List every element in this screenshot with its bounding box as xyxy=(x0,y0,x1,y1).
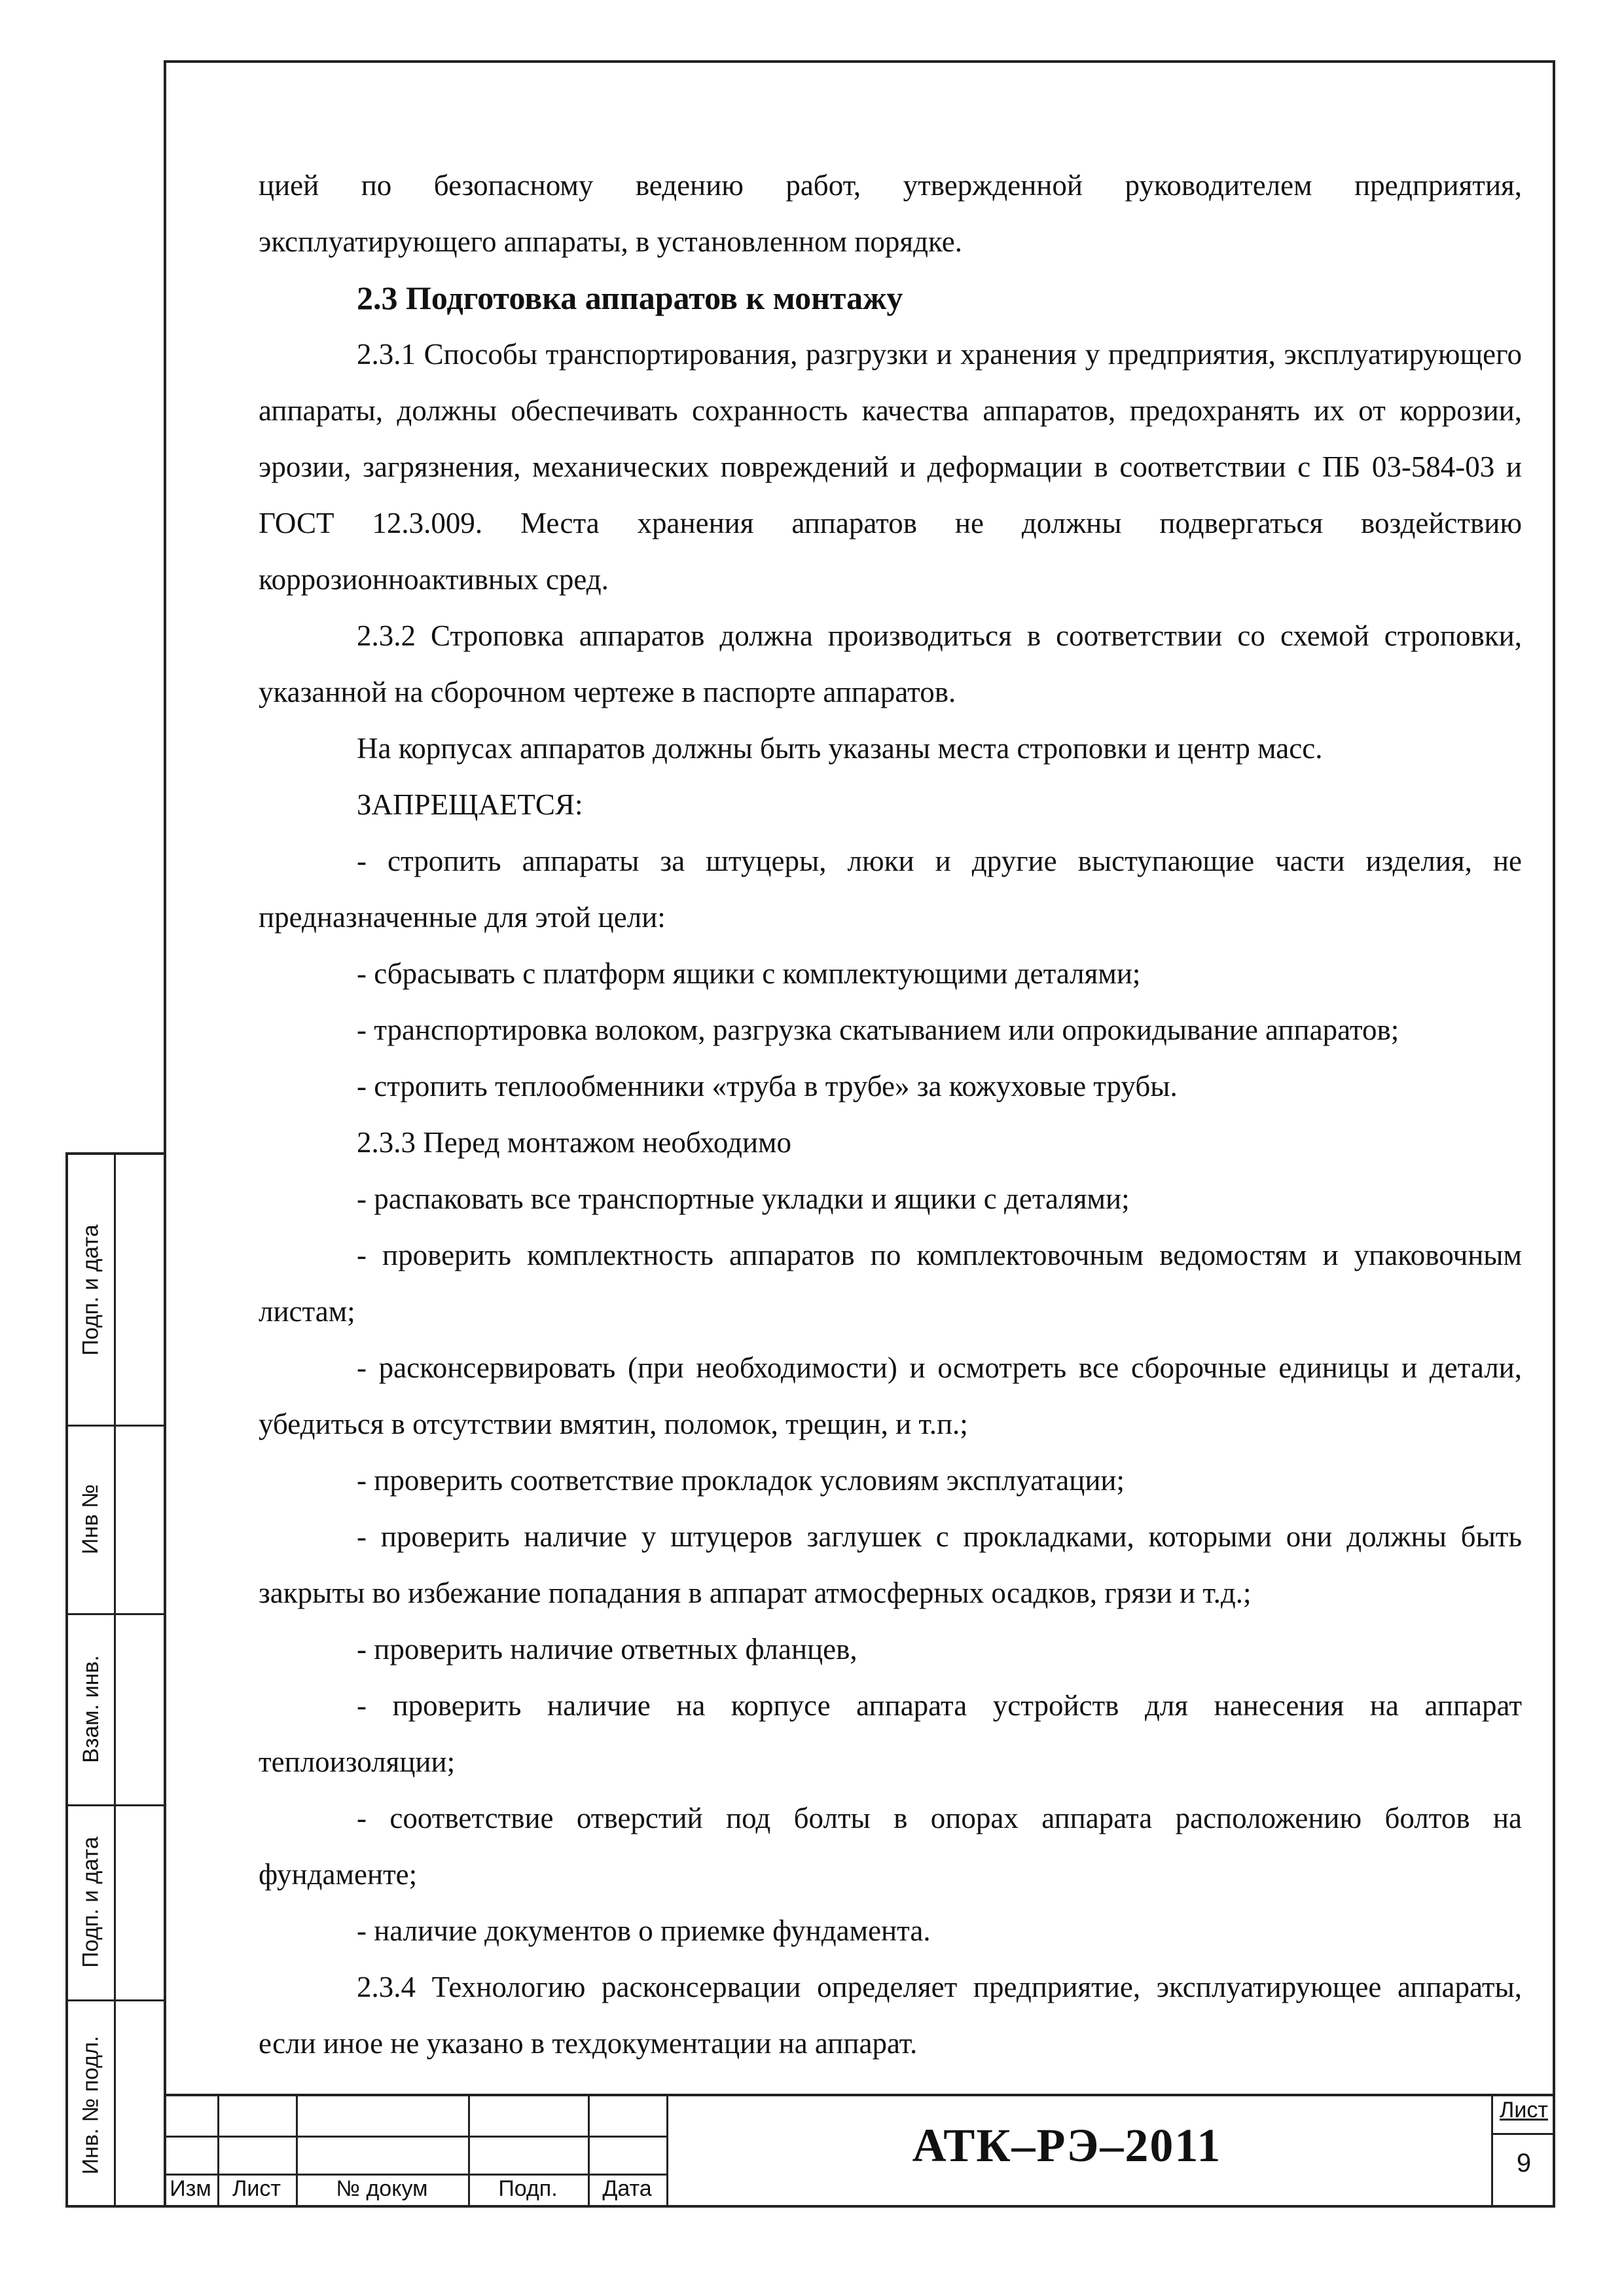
list-item: - наличие документов о приемке фундамента. xyxy=(357,1914,931,1947)
paragraph: 2.3.3 Перед монтажом необходимо xyxy=(357,1126,792,1159)
stamp-label-original-inventory: Инв. № подл. xyxy=(78,2035,103,2174)
paragraph: На корпусах аппаратов должны быть указаны места строповки и центр масс. xyxy=(357,732,1323,765)
paragraph: 2.3.4 Технологию расконсервации определяет предприятие, эксплуатирующее аппараты, если иное не указано в техдокументации на аппарат. xyxy=(259,1971,1522,2060)
title-block-row-line xyxy=(164,2174,666,2176)
document-body xyxy=(259,157,1522,2071)
list-item: - сбрасывать с платформ ящики с комплектующими деталями; xyxy=(357,957,1141,990)
list-item: - проверить наличие ответных фланцев, xyxy=(357,1633,857,1666)
section-heading: 2.3 Подготовка аппаратов к монтажу xyxy=(357,280,903,316)
stamp-column-divider xyxy=(114,1155,116,2205)
list-item: - расконсервировать (при необходимости) и осмотреть все сборочные единицы и детали, убедиться в отсутствии вмятин, поломок, трещин, и т.п.; xyxy=(259,1351,1522,1440)
sheet-label: Лист xyxy=(1500,2098,1548,2123)
paragraph: 2.3.1 Способы транспортирования, разгрузки и хранения у предприятия, эксплуатирующего аппараты, должны обеспечивать сохранность качества аппаратов, предохранять их от коррозии, эрозии, загрязнения, механических повреждений и деформации в соответствии с ПБ 03-584-03 и ГОСТ 12.3.009. Места хранения аппаратов не должны подвергаться воздействию коррозионноактивных сред. xyxy=(259,338,1522,596)
list-item: - транспортировка волоком, разгрузка скатыванием или опрокидывание аппаратов; xyxy=(357,1013,1399,1046)
paragraph: 2.3.2 Строповка аппаратов должна производиться в соответствии со схемой строповки, указанной на сборочном чертеже в паспорте аппаратов. xyxy=(259,619,1522,708)
title-block xyxy=(164,2094,1555,2208)
list-item: - распаковать все транспортные укладки и ящики с деталями; xyxy=(357,1182,1130,1215)
left-margin-stamp xyxy=(65,1152,164,2208)
list-item: - соответствие отверстий под болты в опорах аппарата расположению болтов на фундаменте; xyxy=(259,1802,1522,1891)
column-label-date: Дата xyxy=(602,2176,652,2201)
stamp-label-replacement-inventory: Взам. инв. xyxy=(78,1654,103,1763)
list-item: - проверить комплектность аппаратов по комплектовочным ведомостям и упаковочным листам; xyxy=(259,1239,1522,1328)
list-item: - стропить теплообменники «труба в трубе» за кожуховые трубы. xyxy=(357,1070,1178,1102)
paragraph: цией по безопасному ведению работ, утвержденной руководителем предприятия, эксплуатирующего аппараты, в установленном порядке. xyxy=(259,169,1522,258)
column-label-change: Изм xyxy=(170,2176,211,2201)
paragraph: ЗАПРЕЩАЕТСЯ: xyxy=(357,788,583,821)
stamp-label-signature-date: Подп. и дата xyxy=(78,1224,103,1356)
sheet-number: 9 xyxy=(1516,2149,1532,2178)
stamp-label-inventory-number: Инв № xyxy=(78,1484,103,1554)
list-item: - проверить наличие на корпусе аппарата устройств для нанесения на аппарат теплоизоляции; xyxy=(259,1689,1522,1778)
title-block-row-line xyxy=(1491,2133,1555,2135)
document-code: АТК–РЭ–2011 xyxy=(912,2119,1222,2172)
column-label-sheet: Лист xyxy=(232,2176,281,2201)
list-item: - стропить аппараты за штуцеры, люки и другие выступающие части изделия, не предназначенные для этой цели: xyxy=(259,845,1522,934)
column-label-document: № докум xyxy=(336,2176,428,2201)
stamp-label-signature-date-2: Подп. и дата xyxy=(78,1836,103,1968)
title-block-row-line xyxy=(164,2136,666,2138)
column-label-signature: Подп. xyxy=(498,2176,558,2201)
list-item: - проверить наличие у штуцеров заглушек с прокладками, которыми они должны быть закрыты во избежание попадания в аппарат атмосферных осадков, грязи и т.д.; xyxy=(259,1520,1522,1609)
list-item: - проверить соответствие прокладок условиям эксплуатации; xyxy=(357,1464,1125,1497)
